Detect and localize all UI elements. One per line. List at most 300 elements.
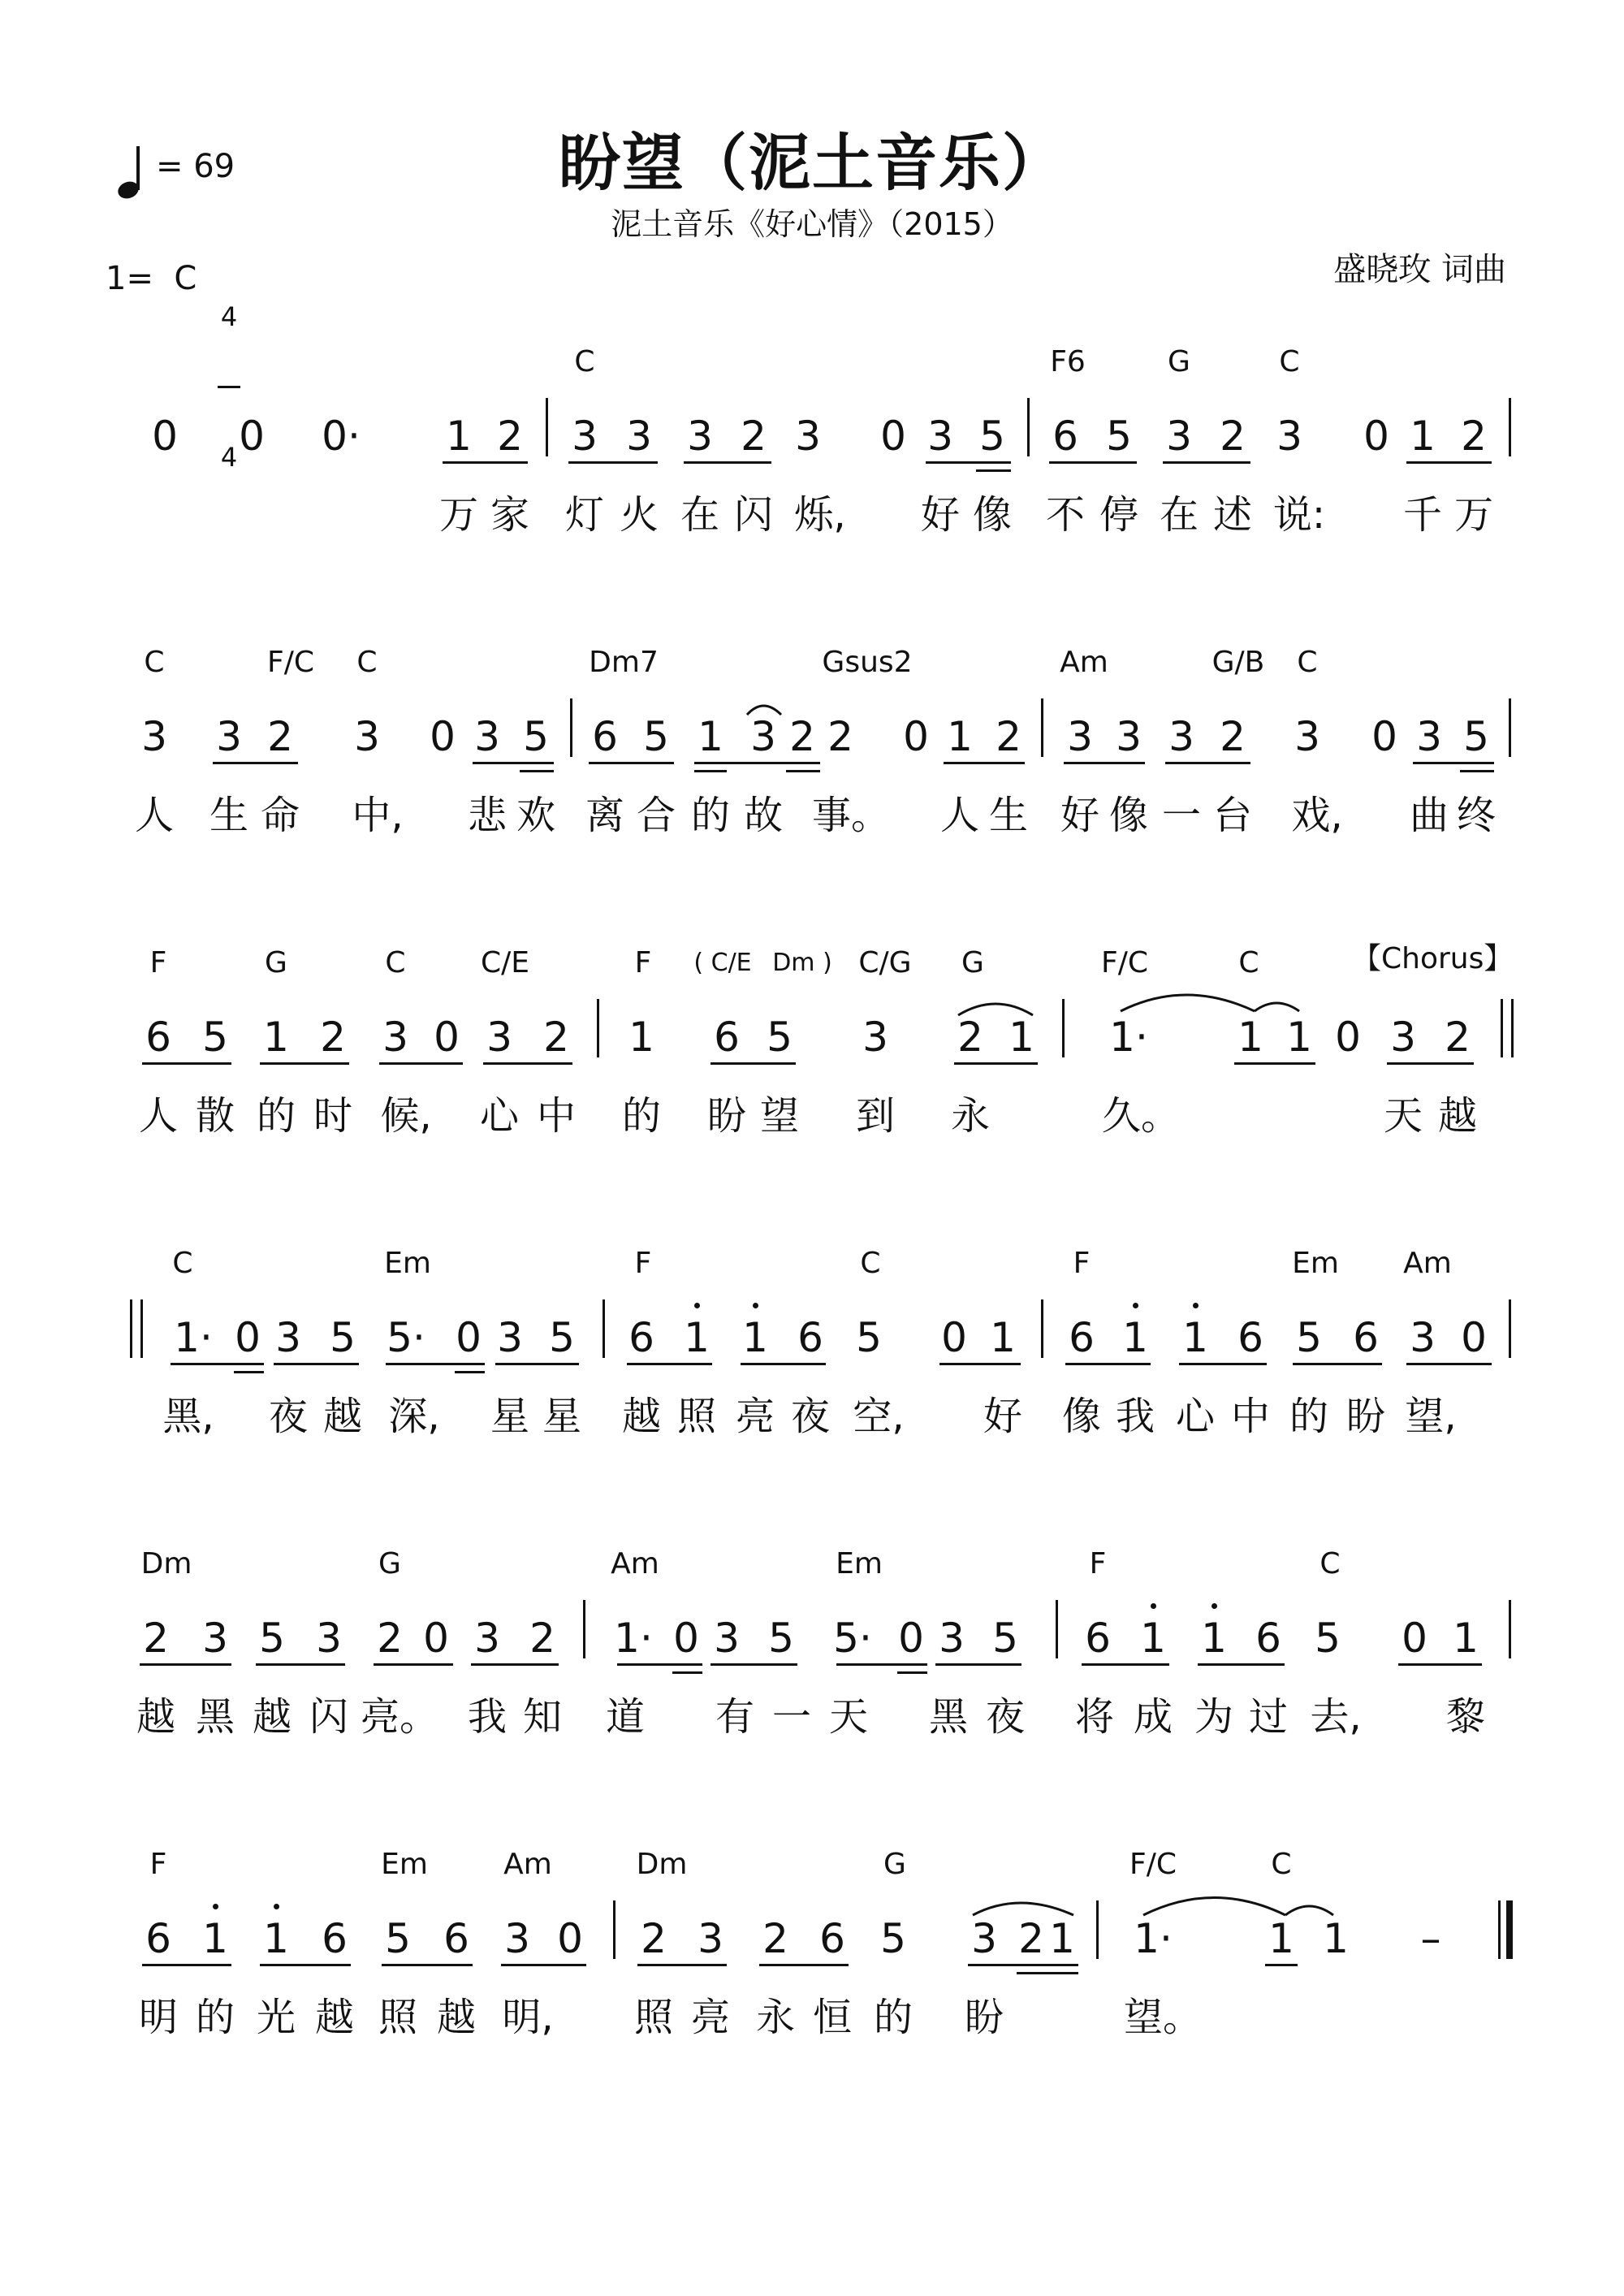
chord: Em [1292, 1247, 1339, 1280]
lyric: 像 [1108, 793, 1149, 838]
underline [140, 1663, 231, 1666]
high-octave-dot [274, 1904, 279, 1909]
note: 5· [833, 1615, 872, 1662]
lyric: 越 [436, 1995, 477, 2040]
barline [603, 1299, 605, 1358]
note: 3 [497, 1314, 523, 1361]
barline [1096, 1900, 1099, 1959]
note: 6 [1069, 1314, 1095, 1361]
chord: C [144, 646, 165, 679]
note: 6 [145, 1014, 171, 1061]
note: 3 [1416, 713, 1442, 760]
underline [483, 1062, 572, 1065]
note: 5 [992, 1615, 1018, 1662]
chord: G [265, 946, 287, 979]
chord: F/C [267, 646, 314, 679]
note: 0 [880, 413, 906, 460]
note: 1 [1323, 1915, 1349, 1962]
slur [1285, 1906, 1333, 1915]
chord: Am [1403, 1247, 1452, 1280]
lyric: 散 [195, 1093, 235, 1139]
chord: C [1238, 946, 1259, 979]
note: 5 [768, 1615, 794, 1662]
note: 3 [216, 713, 242, 760]
underline [1163, 461, 1250, 464]
underline [1406, 461, 1492, 464]
underline [710, 1663, 797, 1666]
note: 1· [1134, 1915, 1173, 1962]
barline [1027, 398, 1030, 456]
slur [973, 1903, 1073, 1915]
lyric: 火 [619, 492, 659, 538]
lyric: 不 [1045, 492, 1086, 538]
note: 1 [1009, 1014, 1034, 1061]
lyric: 欢 [516, 793, 556, 838]
note: 2 [543, 1014, 569, 1061]
note: 3 [474, 713, 500, 760]
lyric: 明, [502, 1995, 554, 2040]
note: 6 [714, 1014, 740, 1061]
chord: F [634, 1247, 652, 1280]
high-octave-dot [753, 1303, 758, 1308]
lyric: 光 [256, 1995, 296, 2040]
underline [944, 762, 1025, 764]
underline [710, 1062, 796, 1065]
underline [386, 1363, 485, 1365]
lyric: 像 [972, 492, 1013, 538]
song-title: 盼望（泥土音乐） [559, 127, 1065, 199]
note: 0 [239, 413, 265, 460]
lyric: 我 [467, 1694, 508, 1740]
underline [976, 469, 1011, 472]
note: 3 [1067, 713, 1093, 760]
lyric: 中 [1230, 1394, 1271, 1439]
underline [1198, 1663, 1285, 1666]
lyric: 恒 [812, 1995, 853, 2040]
note: 3 [795, 413, 821, 460]
note: 0 [434, 1014, 460, 1061]
underline [897, 1671, 927, 1674]
chord: C [1271, 1848, 1292, 1881]
underline [1017, 1972, 1078, 1974]
note: 3 [572, 413, 598, 460]
lyric: 亮 [690, 1995, 731, 2040]
note: 2 [320, 1014, 346, 1061]
note: 1 [684, 1314, 710, 1361]
underline [1179, 1363, 1267, 1365]
underline [741, 1363, 826, 1365]
note: 2 [497, 413, 523, 460]
note: 3 [202, 1615, 228, 1662]
lyric: 照 [676, 1394, 717, 1439]
lyric: 好 [983, 1394, 1023, 1439]
note: 3 [939, 1615, 965, 1662]
lyric: 终 [1456, 793, 1497, 838]
chord: C/E [480, 946, 530, 979]
lyric: 曲 [1409, 793, 1449, 838]
key-signature: 1= C [106, 260, 197, 297]
chord: G [883, 1848, 906, 1881]
note: 6 [322, 1915, 348, 1962]
high-octave-dot [1212, 1603, 1217, 1609]
lyric: 万 [1453, 492, 1494, 538]
chord: G [378, 1547, 401, 1580]
time-signature-top: 4 [220, 301, 238, 332]
note: 3 [862, 1014, 888, 1061]
note: 0 [673, 1615, 699, 1662]
underline [694, 762, 820, 764]
lyric: 的 [1289, 1394, 1329, 1439]
note: 2 [957, 1014, 983, 1061]
chord: ( C/E [693, 949, 752, 977]
time-signature [213, 248, 245, 499]
slur [1121, 995, 1255, 1011]
note: 2 [789, 713, 815, 760]
lyric: 像 [1061, 1394, 1102, 1439]
underline [274, 1363, 359, 1365]
underline [520, 770, 554, 772]
underline [926, 461, 1011, 464]
note: 6 [443, 1915, 469, 1962]
chord: Gsus2 [822, 646, 913, 679]
note: 1 [1049, 1915, 1075, 1962]
note: 0 [423, 1615, 449, 1662]
note: 5 [1463, 713, 1489, 760]
note: 1 [263, 1915, 289, 1962]
chord: C [860, 1247, 881, 1280]
lyric: 越 [621, 1394, 662, 1439]
note: 6 [819, 1915, 845, 1962]
lyric: 越 [1437, 1093, 1478, 1139]
underline [455, 1371, 485, 1373]
chord: F6 [1050, 345, 1086, 378]
note: 3 [714, 1615, 740, 1662]
underline [1406, 1363, 1492, 1365]
underline [589, 762, 674, 764]
lyric: 星 [490, 1394, 530, 1439]
lyric: 烁, [794, 492, 846, 538]
lyric: 星 [542, 1394, 582, 1439]
composer-credit: 盛晓玫 词曲 [1333, 251, 1506, 288]
song-subtitle: 泥土音乐《好心情》（2015） [611, 206, 1013, 242]
note: 2 [529, 1615, 555, 1662]
note: 3 [316, 1615, 342, 1662]
note: 3 [275, 1314, 301, 1361]
lyric: 照 [633, 1995, 674, 2040]
note: 1· [614, 1615, 653, 1662]
high-octave-dot [1133, 1303, 1138, 1308]
note: 2 [762, 1915, 788, 1962]
underline [1398, 1663, 1482, 1666]
note: 2 [741, 413, 767, 460]
lyric: 的 [873, 1995, 914, 2040]
underline [260, 1964, 351, 1966]
chord: F [149, 1848, 167, 1881]
barline [1509, 398, 1511, 456]
note: 3 [504, 1915, 530, 1962]
chord: C [1297, 646, 1318, 679]
lyric: 闪 [733, 492, 774, 538]
lyric: 望, [1405, 1394, 1457, 1439]
chord: Dm [140, 1547, 192, 1580]
lyric: 为 [1194, 1694, 1234, 1740]
note: 3 [354, 713, 380, 760]
note: 3 [927, 413, 953, 460]
note: 3 [1410, 1314, 1436, 1361]
note: 1 [1268, 1915, 1294, 1962]
underline [1165, 762, 1250, 764]
note: 2 [996, 713, 1021, 760]
underline [1387, 1062, 1474, 1065]
note: 5 [1315, 1615, 1341, 1662]
note: 0 [1335, 1014, 1361, 1061]
lyric: 盼 [1345, 1394, 1386, 1439]
note: 5 [643, 713, 669, 760]
note: 2 [827, 713, 853, 760]
lyric: 好 [920, 492, 961, 538]
lyric: 故 [743, 793, 784, 838]
chord: C [1279, 345, 1300, 378]
underline [234, 1371, 264, 1373]
lyric: 黑, [162, 1394, 214, 1439]
lyric: 夜 [790, 1394, 831, 1439]
underline [1413, 762, 1494, 764]
lyric: 时 [313, 1093, 353, 1139]
lyric: 亮 [735, 1394, 775, 1439]
lyric: 灯 [564, 492, 605, 538]
underline [968, 1964, 1078, 1966]
high-octave-dot [213, 1904, 218, 1909]
underline [1293, 1363, 1382, 1365]
underline [672, 1671, 702, 1674]
chord: Em [384, 1247, 431, 1280]
barline [1509, 1299, 1511, 1358]
lyric: 深, [388, 1394, 440, 1439]
underline [836, 1663, 927, 1666]
note: 6 [1353, 1314, 1379, 1361]
lyric: 知 [522, 1694, 563, 1740]
underline [1234, 1062, 1315, 1065]
time-signature-divider [218, 386, 240, 388]
lyric: 中, [352, 793, 404, 838]
lyric: 明 [138, 1995, 179, 2040]
note: 2 [1461, 413, 1487, 460]
lyric: 悲 [467, 793, 508, 838]
note: 5· [387, 1314, 425, 1361]
lyric: 闪 [309, 1694, 349, 1740]
chord: F [1073, 1247, 1091, 1280]
underline [694, 770, 727, 772]
high-octave-dot [694, 1303, 700, 1308]
chord: C [574, 345, 595, 378]
slur [1255, 1003, 1299, 1011]
lyric: 家 [490, 492, 530, 538]
lyric: 盼 [706, 1093, 747, 1139]
note: 0 [1371, 713, 1397, 760]
underline [256, 1663, 345, 1666]
lyric: 生 [988, 793, 1029, 838]
lyric: 空, [853, 1394, 905, 1439]
lyric: 离 [585, 793, 625, 838]
note: 5 [767, 1014, 793, 1061]
note: 5 [979, 413, 1005, 460]
note: 0 [1461, 1314, 1487, 1361]
lyric: 的 [195, 1995, 235, 2040]
note: 2 [1220, 713, 1246, 760]
chord: Dm [636, 1848, 688, 1881]
chord: Em [381, 1848, 428, 1881]
underline [786, 770, 820, 772]
double-barline [1501, 999, 1514, 1057]
note: 1 [263, 1014, 289, 1061]
lyric: 述 [1212, 492, 1253, 538]
chord: Dm ) [772, 949, 832, 977]
note: 5 [330, 1314, 356, 1361]
chord: C [385, 946, 406, 979]
lyric: 命 [260, 793, 300, 838]
underline [1049, 461, 1137, 464]
barline [1509, 1600, 1511, 1658]
lyric: 去, [1310, 1694, 1362, 1740]
note: 1 [1286, 1014, 1312, 1061]
note: 2 [143, 1615, 169, 1662]
note: 2 [1220, 413, 1246, 460]
note: 2 [641, 1915, 667, 1962]
note: 3 [971, 1915, 997, 1962]
underline [495, 1363, 579, 1365]
note: 1· [174, 1314, 213, 1361]
chord: Am [1060, 646, 1108, 679]
lyric: 越 [136, 1694, 176, 1740]
underline [568, 461, 658, 464]
lyric: 黑 [195, 1694, 235, 1740]
lyric: 永 [950, 1093, 991, 1139]
lyric: 一 [771, 1694, 812, 1740]
note: 3 [382, 1014, 408, 1061]
barline [1041, 1299, 1043, 1358]
note: 0 [456, 1314, 482, 1361]
lyric: 人 [939, 793, 980, 838]
lyric: 夜 [985, 1694, 1026, 1740]
barline [597, 999, 599, 1057]
time-signature-bottom: 4 [220, 442, 238, 473]
note: 1 [1453, 1615, 1479, 1662]
underline [627, 1363, 712, 1365]
lyric: 万 [438, 492, 479, 538]
underline [260, 1062, 349, 1065]
lyric: 候, [380, 1093, 432, 1139]
note: 3 [626, 413, 652, 460]
chord: F [149, 946, 167, 979]
note: 0 [1402, 1615, 1427, 1662]
chord: C [356, 646, 378, 679]
lyric: 盼 [964, 1995, 1004, 2040]
lyric: 夜 [268, 1394, 309, 1439]
underline [1065, 1363, 1151, 1365]
lyric: 千 [1402, 492, 1443, 538]
note: 1 [1182, 1314, 1208, 1361]
chord: G/B [1212, 646, 1265, 679]
underline [684, 461, 771, 464]
note: 5 [202, 1014, 228, 1061]
note: 2 [377, 1615, 403, 1662]
note: 6 [1237, 1314, 1263, 1361]
chord: F/C [1129, 1848, 1177, 1881]
note: 1 [628, 1014, 654, 1061]
note: 6 [628, 1314, 654, 1361]
lyric: 越 [252, 1694, 292, 1740]
lyric: 天 [828, 1694, 869, 1740]
note: 1· [1109, 1014, 1148, 1061]
chord: C [1320, 1547, 1341, 1580]
high-octave-dot [1193, 1303, 1199, 1308]
lyric: 在 [1159, 492, 1199, 538]
note: 3 [1166, 413, 1192, 460]
chord: F/C [1101, 946, 1148, 979]
underline [471, 1663, 559, 1666]
note: 0 [941, 1314, 967, 1361]
lyric: 合 [636, 793, 676, 838]
underline [142, 1062, 231, 1065]
note: 3 [1116, 713, 1142, 760]
barline [1056, 1600, 1058, 1658]
chord: G [1168, 345, 1190, 378]
note: 1 [446, 413, 472, 460]
note: 2 [267, 713, 293, 760]
chord: C [172, 1247, 193, 1280]
note: 1 [698, 713, 723, 760]
underline [501, 1964, 586, 1966]
underline [171, 1363, 264, 1365]
lyric: 人 [134, 793, 175, 838]
barline [1062, 999, 1065, 1057]
note: 0 [430, 713, 456, 760]
note: 5 [259, 1615, 285, 1662]
lyric: 望。 [1123, 1995, 1203, 2040]
underline [617, 1663, 702, 1666]
lyric: 将 [1074, 1694, 1115, 1740]
chord: C/G [858, 946, 912, 979]
note: 3 [1168, 713, 1194, 760]
underline [954, 1062, 1038, 1065]
lyric: 好 [1060, 793, 1100, 838]
underline [379, 1062, 463, 1065]
lyric: 照 [378, 1995, 418, 2040]
lyric: 永 [755, 1995, 796, 2040]
chord: F [1089, 1547, 1107, 1580]
lyric: 成 [1133, 1694, 1173, 1740]
note: 0 [235, 1314, 261, 1361]
underline [1082, 1663, 1169, 1666]
note: 1 [1201, 1615, 1227, 1662]
note: 3 [1390, 1014, 1416, 1061]
note: 1 [1237, 1014, 1263, 1061]
chord: Em [836, 1547, 883, 1580]
note: 6 [1052, 413, 1078, 460]
note: 1 [990, 1314, 1016, 1361]
barline [546, 398, 548, 456]
note: 5 [385, 1915, 411, 1962]
note: 3 [486, 1014, 512, 1061]
lyric: 黎 [1445, 1694, 1486, 1740]
lyric: 到 [855, 1093, 896, 1139]
final-barline [1498, 1900, 1513, 1959]
underline [1460, 770, 1494, 772]
double-barline [130, 1299, 143, 1358]
underline [443, 461, 528, 464]
lyric: 生 [209, 793, 249, 838]
note: 3 [141, 713, 167, 760]
